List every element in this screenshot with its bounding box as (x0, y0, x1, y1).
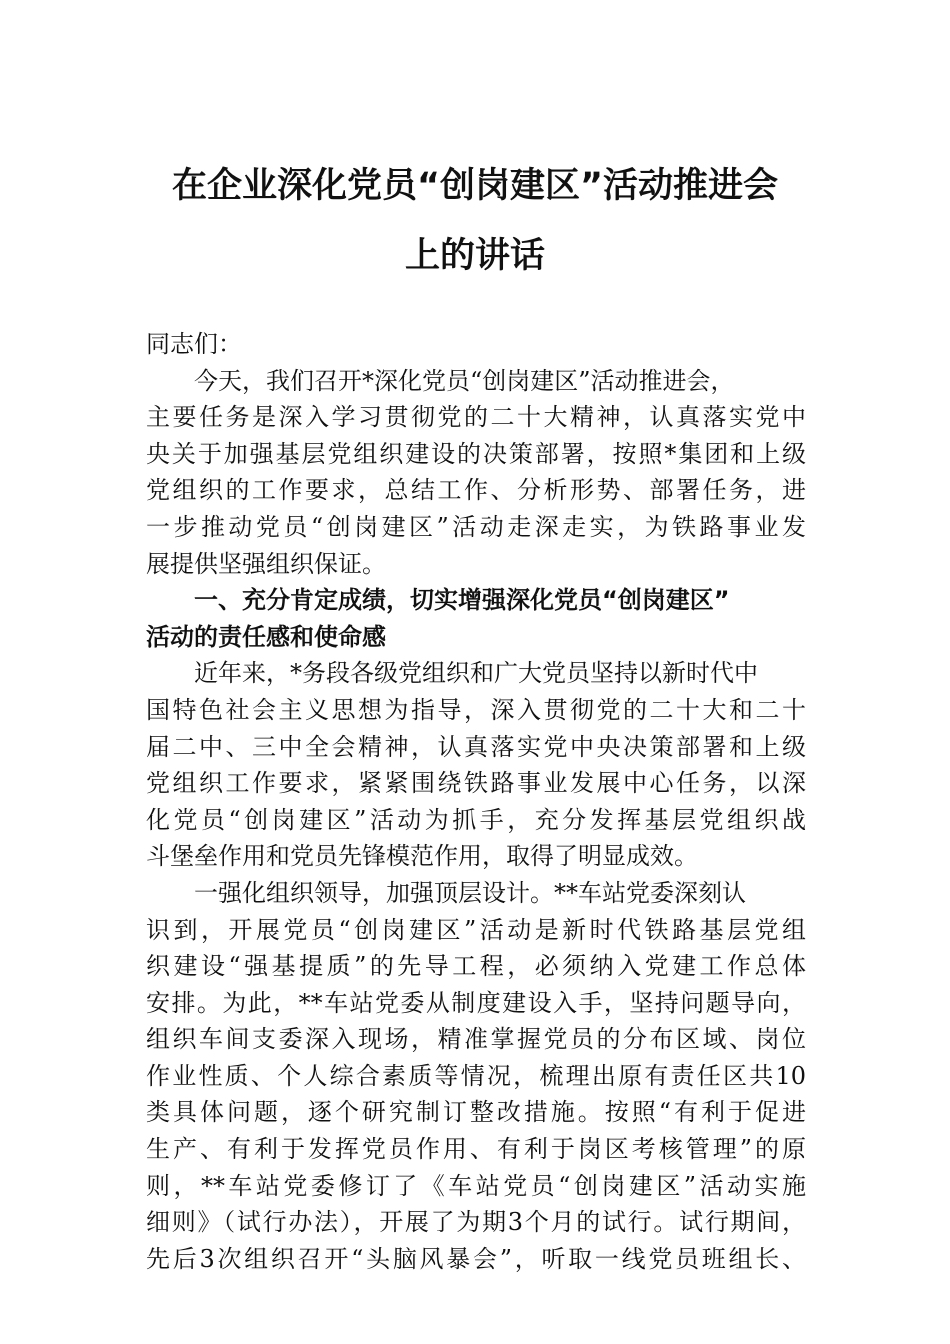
paragraph-line: 近年来，*务段各级党组织和广大党员坚持以新时代中 (194, 659, 758, 688)
paragraph-line: 生产、有利于发挥党员作用、有利于岗区考核管理”的原 (146, 1135, 806, 1164)
paragraph-line: 一强化组织领导，加强顶层设计。**车站党委深刻认 (194, 878, 746, 907)
paragraph-line: 今天，我们召开*深化党员“创岗建区”活动推进会， (194, 366, 735, 395)
section-heading: 一、充分肯定成绩，切实增强深化党员“创岗建区” (194, 586, 730, 615)
paragraph-line: 党组织工作要求，紧紧围绕铁路事业发展中心任务，以深 (146, 769, 806, 798)
section-heading: 活动的责任感和使命感 (146, 622, 386, 651)
paragraph-line: 组织车间支委深入现场，精准掌握党员的分布区域、岗位 (146, 1025, 806, 1054)
paragraph-line: 届二中、三中全会精神，认真落实党中央决策部署和上级 (146, 732, 806, 761)
document-title-line-1: 在企业深化党员“创岗建区”活动推进会 (171, 166, 778, 206)
paragraph-line: 主要任务是深入学习贯彻党的二十大精神，认真落实党中 (146, 403, 806, 432)
paragraph-line: 作业性质、个人综合素质等情况，梳理出原有责任区共10 (146, 1061, 806, 1090)
paragraph-line: 党组织的工作要求，总结工作、分析形势、部署任务，进 (146, 476, 806, 505)
salutation: 同志们： (146, 330, 242, 358)
paragraph-line: 细则》（试行办法），开展了为期3个月的试行。试行期间， (146, 1208, 806, 1237)
document-body (146, 326, 806, 1277)
paragraph-line: 先后3次组织召开“头脑风暴会”，听取一线党员班组长、 (146, 1244, 806, 1273)
paragraph-line: 国特色社会主义思想为指导，深入贯彻党的二十大和二十 (146, 695, 806, 724)
paragraph-line: 央关于加强基层党组织建设的决策部署，按照*集团和上级 (146, 439, 806, 468)
paragraph-line: 展提供坚强组织保证。 (146, 549, 386, 578)
paragraph-line: 斗堡垒作用和党员先锋模范作用，取得了明显成效。 (146, 842, 698, 871)
paragraph-line: 识到，开展党员“创岗建区”活动是新时代铁路基层党组 (146, 915, 806, 944)
document-title-line-2: 上的讲话 (404, 236, 545, 276)
paragraph-line: 织建设“强基提质”的先导工程，必须纳入党建工作总体 (146, 952, 806, 981)
paragraph-line: 类具体问题，逐个研究制订整改措施。按照“有利于促进 (146, 1098, 806, 1127)
paragraph-line: 一步推动党员“创岗建区”活动走深走实，为铁路事业发 (146, 512, 806, 541)
paragraph-line: 安排。为此，**车站党委从制度建设入手，坚持问题导向， (146, 988, 806, 1017)
paragraph-line: 则，**车站党委修订了《车站党员“创岗建区”活动实施 (146, 1171, 806, 1200)
paragraph-line: 化党员“创岗建区”活动为抓手，充分发挥基层党组织战 (146, 805, 806, 834)
